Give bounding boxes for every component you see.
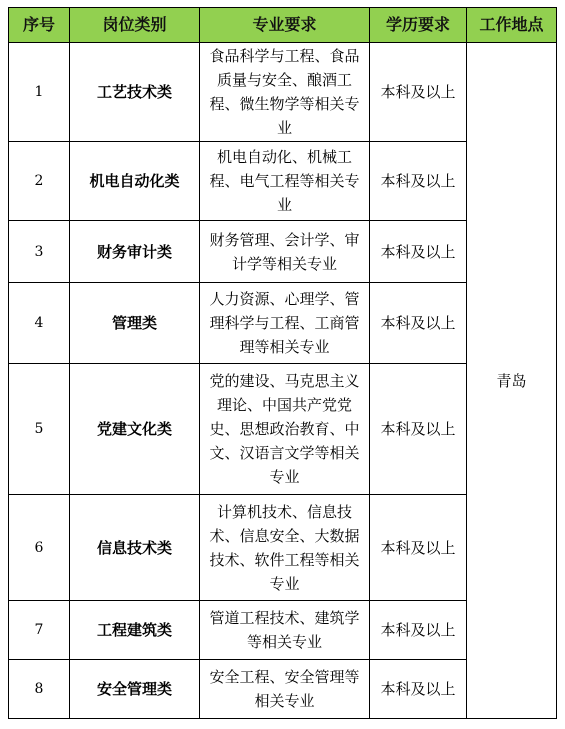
row-index: 4 — [9, 283, 70, 364]
row-category: 机电自动化类 — [70, 142, 200, 221]
header-category: 岗位类别 — [70, 8, 200, 43]
row-category: 管理类 — [70, 283, 200, 364]
row-index: 2 — [9, 142, 70, 221]
row-major: 计算机技术、信息技术、信息安全、大数据技术、软件工程等相关专业 — [200, 495, 370, 601]
row-major: 党的建设、马克思主义理论、中国共产党党史、思想政治教育、中文、汉语言文学等相关专业 — [200, 364, 370, 495]
row-major: 财务管理、会计学、审计学等相关专业 — [200, 221, 370, 283]
row-education: 本科及以上 — [370, 283, 467, 364]
header-major: 专业要求 — [200, 8, 370, 43]
table-row — [9, 43, 557, 142]
row-education: 本科及以上 — [370, 221, 467, 283]
row-index: 5 — [9, 364, 70, 495]
row-category: 工艺技术类 — [70, 43, 200, 142]
row-education: 本科及以上 — [370, 495, 467, 601]
row-index: 8 — [9, 660, 70, 719]
row-education: 本科及以上 — [370, 601, 467, 660]
row-major: 机电自动化、机械工程、电气工程等相关专业 — [200, 142, 370, 221]
row-major: 人力资源、心理学、管理科学与工程、工商管理等相关专业 — [200, 283, 370, 364]
row-index: 1 — [9, 43, 70, 142]
header-index: 序号 — [9, 8, 70, 43]
row-major: 食品科学与工程、食品质量与安全、酿酒工程、微生物学等相关专业 — [200, 43, 370, 142]
row-education: 本科及以上 — [370, 660, 467, 719]
row-category: 安全管理类 — [70, 660, 200, 719]
row-category: 党建文化类 — [70, 364, 200, 495]
row-category: 工程建筑类 — [70, 601, 200, 660]
row-major: 安全工程、安全管理等相关专业 — [200, 660, 370, 719]
row-education: 本科及以上 — [370, 43, 467, 142]
table-header-row — [9, 8, 557, 43]
row-education: 本科及以上 — [370, 142, 467, 221]
header-education: 学历要求 — [370, 8, 467, 43]
row-index: 7 — [9, 601, 70, 660]
row-index: 6 — [9, 495, 70, 601]
row-education: 本科及以上 — [370, 364, 467, 495]
work-location: 青岛 — [467, 43, 557, 719]
row-index: 3 — [9, 221, 70, 283]
header-location: 工作地点 — [467, 8, 557, 43]
row-category: 财务审计类 — [70, 221, 200, 283]
row-category: 信息技术类 — [70, 495, 200, 601]
job-requirements-table — [8, 7, 557, 719]
row-major: 管道工程技术、建筑学等相关专业 — [200, 601, 370, 660]
